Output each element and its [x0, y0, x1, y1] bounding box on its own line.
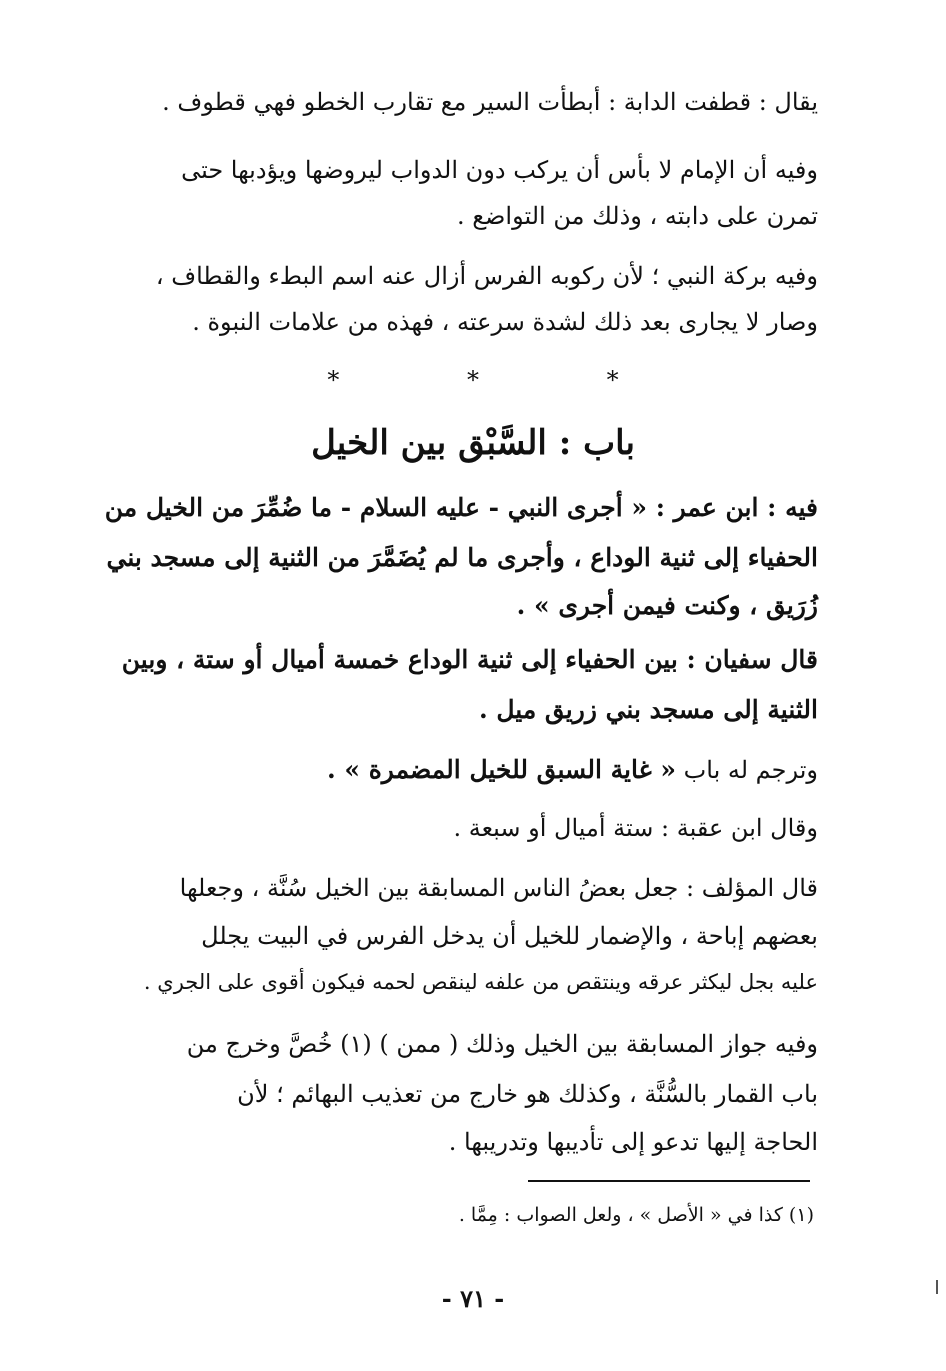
- footnote-separator: [528, 1180, 810, 1182]
- page-number: - ٧١ -: [441, 1284, 505, 1313]
- commentary-line: الحاجة إليها تدعو إلى تأديبها وتدريبها .: [448, 1128, 818, 1156]
- section-divider-stars: * * *: [327, 366, 679, 394]
- hadith-line: قال سفيان : بين الحفياء إلى ثنية الوداع خمسة أميال أو ستة ، وبين: [121, 645, 818, 674]
- commentary-line: قال المؤلف : جعل بعضُ الناس المسابقة بين الخيل سُنَّة ، وجعلها: [179, 874, 818, 902]
- tarjama-line: [128, 750, 818, 790]
- text-line: يقال : قطفت الدابة : أبطأت السير مع تقارب الخطو فهي قطوف .: [162, 88, 818, 116]
- tarjama-title: « غاية السبق للخيل المضمرة » .: [326, 755, 677, 784]
- scan-mark: [936, 1280, 938, 1294]
- text-line: وفيه بركة النبي ؛ لأن ركوبه الفرس أزال عنه اسم البطء والقطاف ،: [155, 262, 818, 290]
- text-line: وفيه أن الإمام لا بأس أن يركب دون الدواب ليروضها ويؤدبها حتى: [181, 156, 818, 184]
- commentary-line: بعضهم إباحة ، والإضمار للخيل أن يدخل الفرس في البيت يجلل: [201, 922, 818, 950]
- hadith-line: الثنية إلى مسجد بني زريق ميل .: [478, 695, 818, 724]
- text-line: وصار لا يجارى بعد ذلك لشدة سرعته ، فهذه من علامات النبوة .: [192, 308, 818, 336]
- tarjama-prefix: وترجم له باب: [683, 756, 818, 784]
- text-line: تمرن على دابته ، وذلك من التواضع .: [457, 202, 818, 230]
- commentary-line: عليه بجل ليكثر عرقه وينتقص من علفه لينقص لحمه فيكون أقوى على الجري .: [143, 970, 818, 994]
- commentary-line: باب القمار بالسُّنَّة ، وكذلك هو خارج من تعذيب البهائم ؛ لأن: [237, 1080, 818, 1108]
- hadith-line: الحفياء إلى ثنية الوداع ، وأجرى ما لم يُضَمَّرَ من الثنية إلى مسجد بني: [106, 543, 818, 572]
- text-line: وقال ابن عقبة : ستة أميال أو سبعة .: [453, 814, 818, 842]
- commentary-line: وفيه جواز المسابقة بين الخيل وذلك ( ممن ) (١) خُصَّ وخرج من: [186, 1030, 818, 1058]
- footnote: (١) كذا في « الأصل » ، ولعل الصواب : مِمَّا .: [458, 1204, 814, 1226]
- hadith-line: زُرَيق ، وكنت فيمن أجرى » .: [516, 591, 818, 620]
- hadith-line: فيه : ابن عمر : « أجرى النبي - عليه السلام - ما ضُمِّرَ من الخيل من: [104, 493, 818, 522]
- chapter-heading: باب : السَّبْق بين الخيل: [311, 423, 635, 463]
